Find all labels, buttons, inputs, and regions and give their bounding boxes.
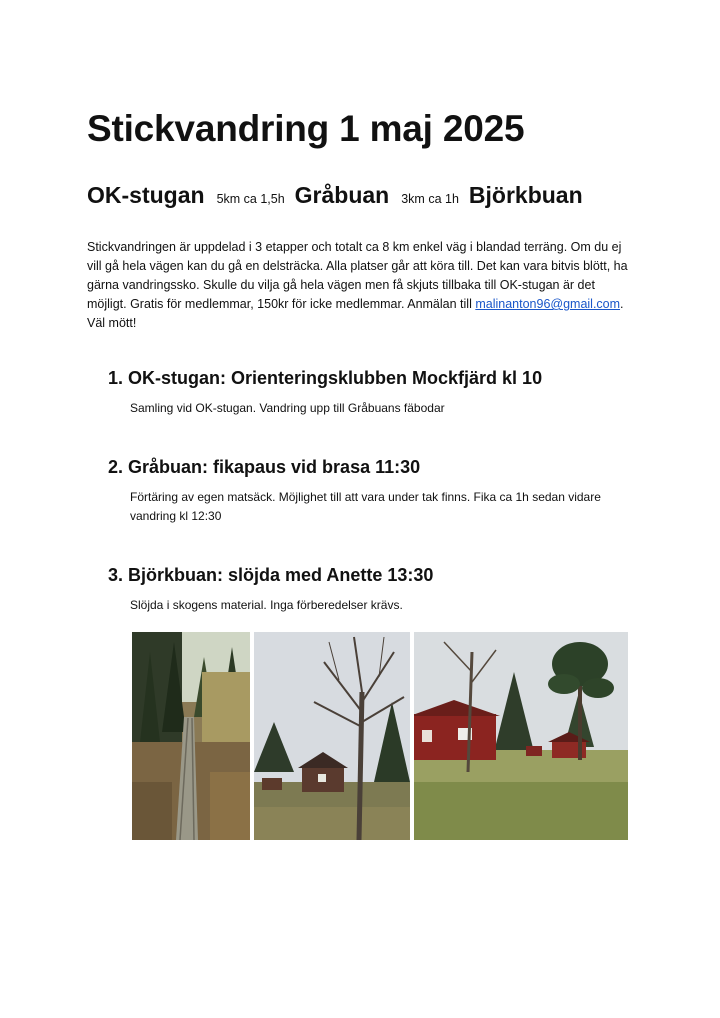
intro-closing: . Väl mött!	[87, 297, 624, 330]
route-stop-2: Gråbuan	[294, 182, 390, 208]
step-3-heading: 3. Björkbuan: slöjda med Anette 13:30	[108, 565, 434, 585]
route-stop-3: Björkbuan	[468, 182, 583, 208]
route-overview	[87, 182, 583, 209]
photo-cabin-tree	[254, 632, 410, 840]
step-3	[108, 565, 630, 615]
step-2-description: Förtäring av egen matsäck. Möjlighet till att vara under tak finns. Fika ca 1h sedan vidare vandring kl 12:30	[130, 490, 601, 523]
step-1	[108, 368, 630, 418]
step-1-description: Samling vid OK-stugan. Vandring upp till Gråbuans fäbodar	[130, 401, 445, 415]
step-1-heading: 1. OK-stugan: Orienteringsklubben Mockfjärd kl 10	[108, 368, 543, 388]
page-title: Stickvandring 1 maj 2025	[87, 108, 525, 149]
route-distance-1: 5km ca 1,5h	[216, 192, 285, 206]
intro-text: Stickvandringen är uppdelad i 3 etapper och totalt ca 8 km enkel väg i blandad terräng. Om du ej vill gå hela vägen kan du gå en delsträcka. Alla platser går att köra till. Det kan vara bitvis blött, ha gärna vandringssko. Skulle du vilja gå hela vägen men få skjuts tillbaka till OK-stugan är det möjligt. Gratis för medlemmar, 150kr för icke medlemmar. Anmälan till	[87, 240, 628, 311]
route-stop-1: OK-stugan	[87, 182, 205, 208]
photo-strip	[132, 632, 628, 840]
step-2	[108, 457, 630, 526]
step-3-description: Slöjda i skogens material. Inga förberedelser krävs.	[130, 598, 403, 612]
photo-forest-path	[132, 632, 250, 840]
step-2-heading: 2. Gråbuan: fikapaus vid brasa 11:30	[108, 457, 421, 477]
photo-red-cabins	[414, 632, 628, 840]
email-link[interactable]: malinanton96@gmail.com	[475, 297, 621, 311]
intro-paragraph	[87, 238, 637, 333]
route-distance-2: 3km ca 1h	[401, 192, 459, 206]
